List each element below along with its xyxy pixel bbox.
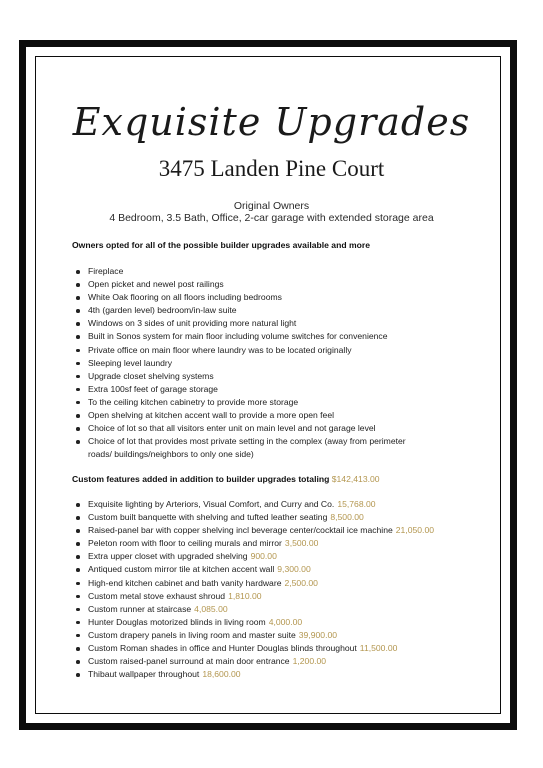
- list-item: Open shelving at kitchen accent wall to provide a more open feel: [74, 409, 474, 422]
- list-item: [74, 550, 474, 563]
- feature-price: 18,600.00: [202, 669, 241, 680]
- list-item: [74, 629, 474, 642]
- feature-price: 4,085.00: [194, 603, 228, 614]
- feature-label: Extra upper closet with upgraded shelving: [88, 551, 248, 562]
- feature-label: Custom runner at staircase: [88, 603, 192, 614]
- feature-label: Raised-panel bar with copper shelving incl beverage center/cocktail ice machine: [88, 525, 393, 536]
- custom-features-list: [74, 498, 474, 681]
- feature-price: 8,500.00: [330, 512, 364, 523]
- list-item: To the ceiling kitchen cabinetry to provide more storage: [74, 396, 474, 409]
- feature-price: 1,810.00: [228, 590, 262, 601]
- list-item: [74, 655, 474, 668]
- custom-features-heading: [72, 474, 380, 484]
- list-item: [74, 563, 474, 576]
- list-item: [74, 668, 474, 681]
- builder-upgrades-list: [74, 265, 474, 461]
- feature-label: Custom Roman shades in office and Hunter Douglas blinds throughout: [88, 643, 357, 654]
- custom-heading-text: Custom features added in addition to builder upgrades totaling: [72, 474, 330, 484]
- list-item: Windows on 3 sides of unit providing more natural light: [74, 317, 474, 330]
- feature-label: Thibaut wallpaper throughout: [88, 669, 200, 680]
- list-item: Sleeping level laundry: [74, 357, 474, 370]
- feature-price: 900.00: [250, 551, 277, 562]
- list-item: Fireplace: [74, 265, 474, 278]
- feature-label: Peleton room with floor to ceiling murals and mirror: [88, 538, 282, 549]
- custom-total: $142,413.00: [331, 474, 380, 484]
- list-item-line: Choice of lot that provides most private setting in the complex (away from perimeter: [88, 436, 406, 447]
- feature-label: Custom built banquette with shelving and tufted leather seating: [88, 512, 328, 523]
- feature-price: 21,050.00: [395, 525, 434, 536]
- feature-price: 39,900.00: [298, 629, 338, 640]
- feature-price: 11,500.00: [359, 643, 398, 654]
- list-item: Choice of lot so that all visitors enter unit on main level and not garage level: [74, 422, 474, 435]
- owner-line: Original Owners: [233, 200, 310, 212]
- list-item: White Oak flooring on all floors including bedrooms: [74, 291, 474, 304]
- list-item: 4th (garden level) bedroom/in-law suite: [74, 304, 474, 317]
- list-item: [74, 524, 474, 537]
- list-item: Private office on main floor where laundry was to be located originally: [74, 344, 474, 357]
- list-item: [74, 590, 474, 603]
- builder-upgrades-heading: Owners opted for all of the possible builder upgrades available and more: [72, 240, 370, 250]
- list-item: [74, 603, 474, 616]
- property-address: 3475 Landen Pine Court: [158, 156, 385, 181]
- feature-label: Custom raised-panel surround at main door entrance: [88, 656, 290, 667]
- page-title: Exquisite Upgrades: [72, 100, 471, 144]
- feature-label: Custom metal stove exhaust shroud: [88, 590, 226, 601]
- feature-price: 1,200.00: [292, 656, 327, 667]
- list-item: Upgrade closet shelving systems: [74, 370, 474, 383]
- list-item-line: roads/ buildings/neighbors to only one side): [88, 449, 254, 460]
- feature-label: Exquisite lighting by Arteriors, Visual Comfort, and Curry and Co.: [88, 499, 335, 509]
- feature-price: 4,000.00: [268, 616, 303, 627]
- list-item: [74, 511, 474, 524]
- feature-label: Custom drapery panels in living room and master suite: [88, 629, 296, 640]
- list-item: [74, 435, 474, 461]
- feature-price: 9,300.00: [277, 564, 311, 575]
- feature-label: Hunter Douglas motorized blinds in living room: [88, 616, 266, 627]
- list-item: [74, 537, 474, 550]
- list-item: Extra 100sf feet of garage storage: [74, 383, 474, 396]
- list-item: [74, 642, 474, 655]
- list-item: [74, 577, 474, 590]
- list-item: [74, 616, 474, 629]
- feature-price: 15,768.00: [337, 499, 376, 509]
- feature-price: 3,500.00: [284, 538, 319, 549]
- feature-price: 2,500.00: [284, 577, 318, 588]
- list-item: Open picket and newel post railings: [74, 278, 474, 291]
- feature-label: Antiqued custom mirror tile at kitchen accent wall: [88, 564, 275, 575]
- specs-line: 4 Bedroom, 3.5 Bath, Office, 2-car garage with extended storage area: [109, 212, 434, 224]
- feature-label: High-end kitchen cabinet and bath vanity hardware: [88, 577, 282, 588]
- list-item: Built in Sonos system for main floor including volume switches for convenience: [74, 330, 474, 343]
- list-item: [74, 498, 474, 511]
